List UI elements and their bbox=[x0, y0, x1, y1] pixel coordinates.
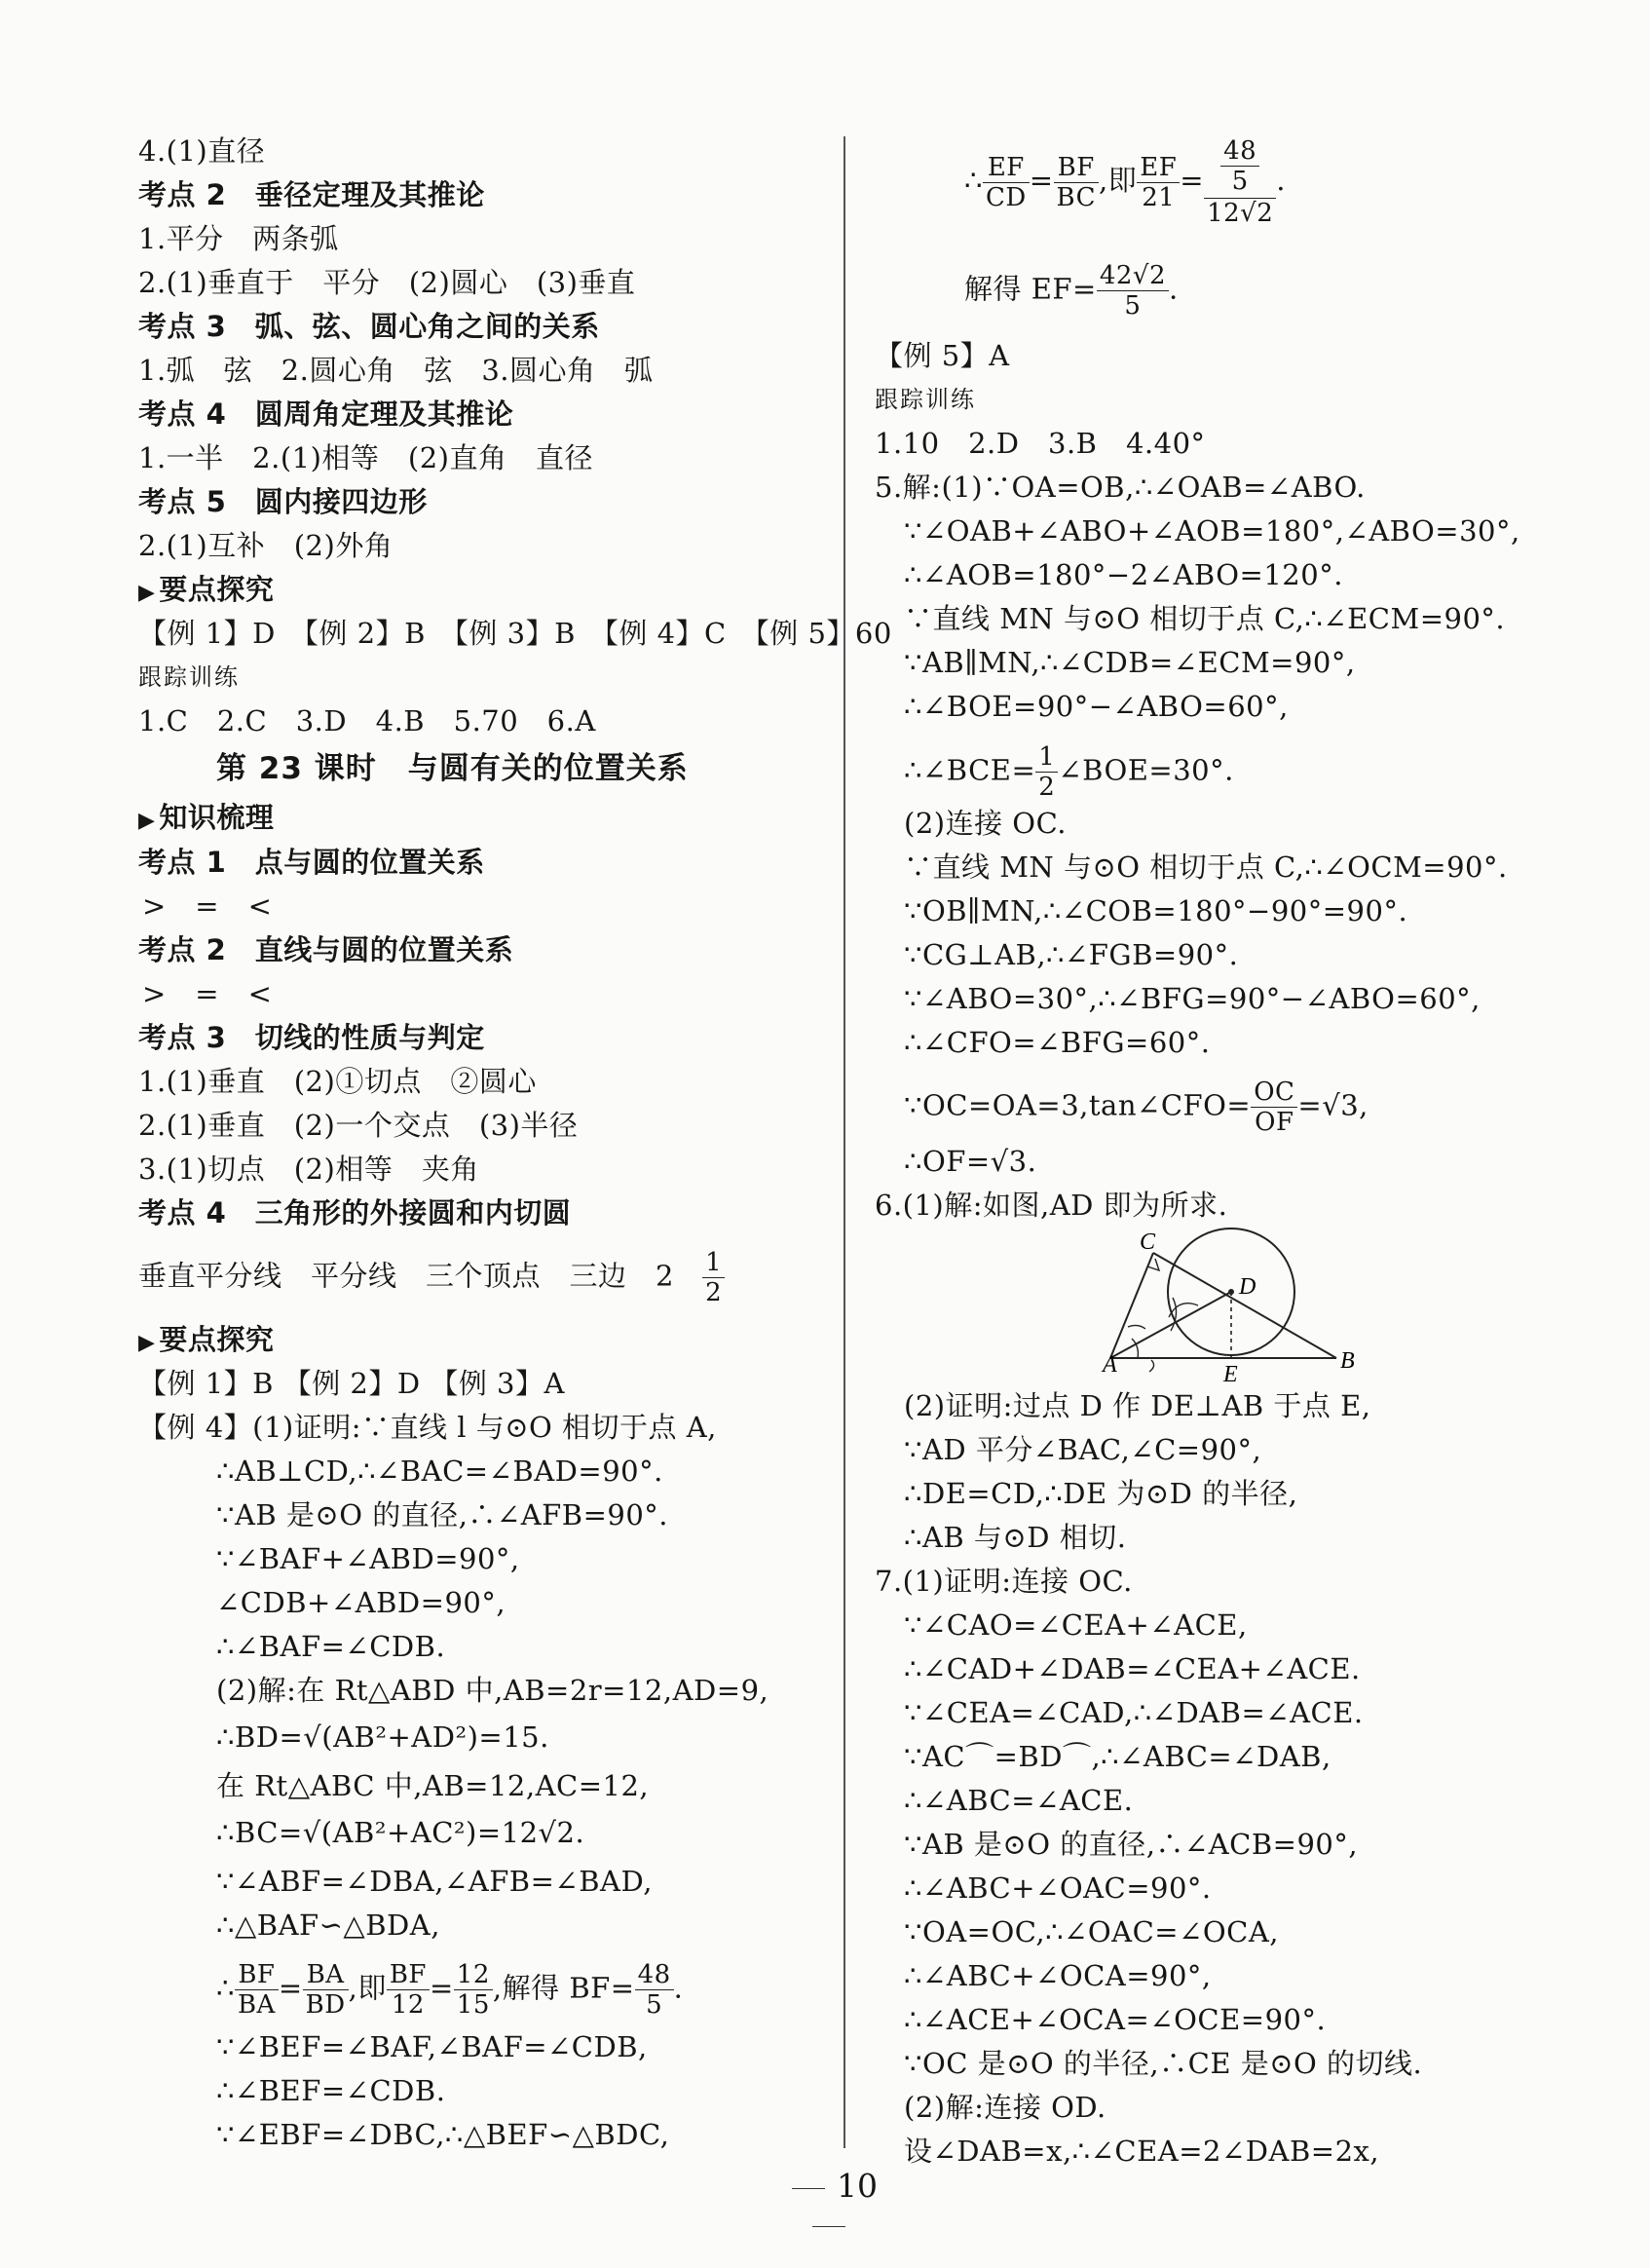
fraction bbox=[1220, 136, 1259, 198]
denominator: 21 bbox=[1142, 182, 1176, 212]
fraction bbox=[1251, 1077, 1297, 1137]
text-line: ∵AB 是⊙O 的直径,∴∠AFB=90°. bbox=[216, 1498, 669, 1531]
fraction bbox=[387, 1960, 430, 2020]
text-line bbox=[964, 261, 1179, 321]
text-line: ∵∠ABF=∠DBA,∠AFB=∠BAD, bbox=[216, 1865, 653, 1898]
fraction bbox=[702, 1248, 725, 1307]
text-segment: . bbox=[1169, 272, 1179, 306]
text-line: 7.(1)证明:连接 OC. bbox=[875, 1565, 1133, 1598]
label-a: A bbox=[1103, 1352, 1117, 1378]
triangle-icon: ▶ bbox=[138, 581, 156, 605]
text-segment: ∴∠BCE= bbox=[904, 753, 1036, 787]
text-line: ∴∠ACE+∠OCA=∠OCE=90°. bbox=[904, 2003, 1327, 2036]
text-line: ∵∠CAO=∠CEA+∠ACE, bbox=[904, 1608, 1248, 1642]
numerator: BF bbox=[1054, 153, 1099, 183]
text-line bbox=[904, 1077, 1369, 1137]
text-line: ∴∠BAF=∠CDB. bbox=[216, 1630, 446, 1663]
section-banner bbox=[138, 799, 274, 840]
text-line: (2)证明:过点 D 作 DE⊥AB 于点 E, bbox=[904, 1389, 1371, 1422]
numerator: OC bbox=[1251, 1077, 1297, 1108]
fraction bbox=[1035, 742, 1058, 802]
text-segment: . bbox=[1276, 164, 1286, 197]
text-line: ∵AD 平分∠BAC,∠C=90°, bbox=[904, 1433, 1262, 1466]
text-line: 2.(1)垂直于 平分 (2)圆心 (3)垂直 bbox=[138, 266, 636, 299]
text-line: ∴∠CAD+∠DAB=∠CEA+∠ACE. bbox=[904, 1652, 1361, 1685]
text-line bbox=[138, 1248, 725, 1307]
text-segment: 垂直平分线 平分线 三个顶点 三边 2 bbox=[138, 1259, 674, 1293]
text-line: ∵OA=OC,∴∠OAC=∠OCA, bbox=[904, 1915, 1279, 1948]
text-line: ∴DE=CD,∴DE 为⊙D 的半径, bbox=[904, 1477, 1298, 1510]
arc-mark bbox=[1132, 1339, 1138, 1358]
text-line: (2)连接 OC. bbox=[904, 807, 1067, 840]
fraction bbox=[1097, 261, 1169, 321]
denominator: 5 bbox=[1231, 167, 1249, 196]
text-line: 2.(1)互补 (2)外角 bbox=[138, 529, 394, 562]
denominator: BC bbox=[1056, 182, 1096, 212]
text-line: 1.10 2.D 3.B 4.40° bbox=[875, 427, 1206, 460]
text-line: ∴∠BOE=90°−∠ABO=60°, bbox=[904, 690, 1289, 723]
text-line: ∵∠BEF=∠BAF,∠BAF=∠CDB, bbox=[216, 2030, 648, 2063]
text-segment: ∠BOE=30°. bbox=[1058, 753, 1234, 787]
section-heading: 考点 3 弧、弦、圆心角之间的关系 bbox=[138, 310, 600, 343]
segment-cb bbox=[1153, 1253, 1336, 1358]
fraction bbox=[235, 1960, 279, 2020]
fraction bbox=[983, 153, 1030, 212]
text-line: ∵∠BAF+∠ABD=90°, bbox=[216, 1542, 520, 1575]
text-line: ∵AB 是⊙O 的直径,∴∠ACB=90°, bbox=[904, 1828, 1359, 1861]
numerator: BF bbox=[235, 1960, 279, 1990]
segment-ac bbox=[1110, 1253, 1153, 1358]
point-d bbox=[1228, 1289, 1234, 1295]
text-segment: ∴ bbox=[964, 164, 983, 197]
text-line: 设∠DAB=x,∴∠CEA=2∠DAB=2x, bbox=[904, 2135, 1380, 2168]
fraction bbox=[454, 1960, 493, 2020]
label-e: E bbox=[1223, 1362, 1238, 1387]
section-banner-label: 知识梳理 bbox=[159, 801, 275, 834]
arc-mark bbox=[1149, 1360, 1154, 1372]
section-heading: 考点 5 圆内接四边形 bbox=[138, 485, 428, 518]
triangle-icon: ▶ bbox=[138, 1331, 156, 1355]
denominator: CD bbox=[985, 182, 1027, 212]
denominator: 15 bbox=[456, 1990, 490, 2020]
text-line: ∴BC=√(AB²+AC²)=12√2. bbox=[216, 1816, 585, 1849]
text-line: 1.弧 弦 2.圆心角 弦 3.圆心角 弧 bbox=[138, 354, 654, 387]
text-line: 1.C 2.C 3.D 4.B 5.70 6.A bbox=[138, 704, 596, 737]
text-line: ∴∠ABC+∠OAC=90°. bbox=[904, 1871, 1212, 1905]
text-segment: ,即 bbox=[348, 1971, 387, 2005]
dash-left bbox=[792, 2188, 825, 2189]
numerator: 42√2 bbox=[1097, 261, 1169, 291]
section-banner-label: 要点探究 bbox=[159, 1323, 275, 1356]
text-line: ∠CDB+∠ABD=90°, bbox=[216, 1586, 506, 1619]
text-line: ∴∠AOB=180°−2∠ABO=120°. bbox=[904, 558, 1343, 591]
numerator: 1 bbox=[702, 1248, 725, 1278]
numerator: 12 bbox=[454, 1960, 493, 1990]
section-heading: 考点 3 切线的性质与判定 bbox=[138, 1021, 485, 1054]
label-c: C bbox=[1140, 1229, 1156, 1255]
fraction bbox=[1054, 153, 1099, 212]
fraction bbox=[1204, 136, 1276, 228]
text-line: 5.解:(1)∵OA=OB,∴∠OAB=∠ABO. bbox=[875, 471, 1366, 504]
text-line: ∵∠ABO=30°,∴∠BFG=90°−∠ABO=60°, bbox=[904, 982, 1481, 1015]
text-segment: =√3, bbox=[1297, 1088, 1369, 1122]
text-line bbox=[904, 742, 1234, 802]
text-line: ∵∠CEA=∠CAD,∴∠DAB=∠ACE. bbox=[904, 1696, 1364, 1729]
text-line: ∵OB∥MN,∴∠COB=180°−90°=90°. bbox=[904, 894, 1408, 927]
denominator: 5 bbox=[646, 1990, 663, 2020]
denominator: OF bbox=[1255, 1108, 1294, 1137]
section-heading: 考点 1 点与圆的位置关系 bbox=[138, 846, 485, 879]
numerator: BF bbox=[387, 1960, 430, 1990]
text-segment: = bbox=[278, 1971, 303, 2005]
text-segment: . bbox=[673, 1971, 684, 2005]
text-line: 1.一半 2.(1)相等 (2)直角 直径 bbox=[138, 441, 593, 474]
column-divider bbox=[844, 136, 845, 2148]
text-segment: = bbox=[429, 1971, 454, 2005]
text-line: ∴OF=√3. bbox=[904, 1145, 1037, 1178]
text-segment: 解得 EF= bbox=[964, 272, 1097, 306]
text-line: (2)解:连接 OD. bbox=[904, 2091, 1106, 2124]
page-number bbox=[766, 2167, 892, 2243]
text-segment: = bbox=[1029, 164, 1054, 197]
text-line: 6.(1)解:如图,AD 即为所求. bbox=[875, 1189, 1228, 1222]
text-line bbox=[216, 1960, 683, 2020]
subheading: 跟踪训练 bbox=[138, 663, 240, 691]
text-line: > = < bbox=[142, 977, 273, 1010]
label-b: B bbox=[1340, 1348, 1355, 1374]
denominator: BD bbox=[305, 1990, 346, 2020]
text-line: 【例 5】A bbox=[875, 339, 1010, 372]
text-line: (2)解:在 Rt△ABD 中,AB=2r=12,AD=9, bbox=[216, 1674, 769, 1707]
denominator: 12 bbox=[391, 1990, 425, 2020]
text-line: 【例 4】(1)证明:∵直线 l 与⊙O 相切于点 A, bbox=[138, 1411, 717, 1444]
text-segment: ∵OC=OA=3,tan∠CFO= bbox=[904, 1088, 1252, 1122]
denominator: BA bbox=[237, 1990, 276, 2020]
denominator: 12√2 bbox=[1207, 199, 1274, 228]
geometry-figure bbox=[1103, 1229, 1364, 1387]
text-line: ∵直线 MN 与⊙O 相切于点 C,∴∠OCM=90°. bbox=[904, 850, 1508, 884]
fraction bbox=[303, 1960, 349, 2020]
section-banner-label: 要点探究 bbox=[159, 573, 275, 606]
text-line: ∴∠ABC+∠OCA=90°, bbox=[904, 1959, 1212, 1992]
denominator: 2 bbox=[1038, 773, 1056, 802]
numerator: BA bbox=[303, 1960, 349, 1990]
text-line: 【例 1】B 【例 2】D 【例 3】A bbox=[138, 1367, 565, 1400]
section-heading: 考点 2 垂径定理及其推论 bbox=[138, 178, 485, 211]
text-line: 4.(1)直径 bbox=[138, 134, 266, 168]
text-line: 【例 1】D 【例 2】B 【例 3】B 【例 4】C 【例 5】60 bbox=[138, 617, 892, 650]
text-segment: ∴ bbox=[216, 1971, 235, 2005]
text-line: ∴AB⊥CD,∴∠BAC=∠BAD=90°. bbox=[216, 1455, 663, 1488]
subheading: 跟踪训练 bbox=[875, 386, 976, 413]
segment-ad bbox=[1110, 1292, 1231, 1358]
text-line: ∴∠BEF=∠CDB. bbox=[216, 2074, 446, 2107]
page-number-text: 10 bbox=[837, 2167, 878, 2205]
fraction bbox=[1137, 153, 1180, 212]
numerator: EF bbox=[983, 153, 1030, 183]
numerator: EF bbox=[1137, 153, 1180, 183]
section-heading: 考点 2 直线与圆的位置关系 bbox=[138, 933, 514, 966]
text-line: ∵∠OAB+∠ABO+∠AOB=180°,∠ABO=30°, bbox=[904, 514, 1520, 548]
text-segment: ,即 bbox=[1099, 164, 1138, 197]
text-line: 3.(1)切点 (2)相等 夹角 bbox=[138, 1153, 479, 1186]
triangle-icon: ▶ bbox=[138, 809, 156, 833]
text-segment: ,解得 BF= bbox=[492, 1971, 635, 2005]
text-line: 在 Rt△ABC 中,AB=12,AC=12, bbox=[216, 1769, 650, 1802]
text-line: ∵∠EBF=∠DBC,∴△BEF∽△BDC, bbox=[216, 2118, 670, 2151]
section-heading: 考点 4 三角形的外接圆和内切圆 bbox=[138, 1196, 572, 1229]
text-line bbox=[964, 136, 1286, 228]
denominator: 5 bbox=[1124, 291, 1142, 321]
numerator: 1 bbox=[1035, 742, 1058, 773]
arc-mark bbox=[1128, 1325, 1145, 1329]
text-segment: = bbox=[1180, 164, 1205, 197]
text-line: ∴∠ABC=∠ACE. bbox=[904, 1784, 1134, 1817]
text-line: ∴△BAF∽△BDA, bbox=[216, 1909, 440, 1942]
numerator: 48 bbox=[635, 1960, 674, 1990]
text-line: ∵CG⊥AB,∴∠FGB=90°. bbox=[904, 938, 1239, 971]
text-line: ∴BD=√(AB²+AD²)=15. bbox=[216, 1720, 549, 1754]
dash-right bbox=[812, 2226, 845, 2227]
label-d: D bbox=[1239, 1274, 1256, 1300]
text-line: > = < bbox=[142, 889, 273, 923]
section-heading: 考点 4 圆周角定理及其推论 bbox=[138, 397, 514, 431]
section-banner bbox=[138, 571, 274, 612]
text-line: ∵直线 MN 与⊙O 相切于点 C,∴∠ECM=90°. bbox=[904, 602, 1506, 635]
text-line: 1.平分 两条弧 bbox=[138, 222, 339, 255]
text-line: ∵AC⌒=BD⌒,∴∠ABC=∠DAB, bbox=[904, 1740, 1331, 1773]
text-line: ∵AB∥MN,∴∠CDB=∠ECM=90°, bbox=[904, 646, 1356, 679]
fraction bbox=[635, 1960, 674, 2020]
text-line: ∴AB 与⊙D 相切. bbox=[904, 1521, 1127, 1554]
lesson-title: 第 23 课时 与圆有关的位置关系 bbox=[216, 751, 689, 786]
text-line: 2.(1)垂直 (2)一个交点 (3)半径 bbox=[138, 1109, 579, 1142]
section-banner bbox=[138, 1321, 274, 1362]
denominator: 2 bbox=[705, 1278, 723, 1307]
text-line: 1.(1)垂直 (2)①切点 ②圆心 bbox=[138, 1065, 537, 1098]
numerator: 48 bbox=[1220, 136, 1259, 167]
text-line: ∵OC 是⊙O 的半径,∴CE 是⊙O 的切线. bbox=[904, 2047, 1423, 2080]
text-line: ∴∠CFO=∠BFG=60°. bbox=[904, 1026, 1211, 1059]
numerator bbox=[1204, 136, 1276, 199]
